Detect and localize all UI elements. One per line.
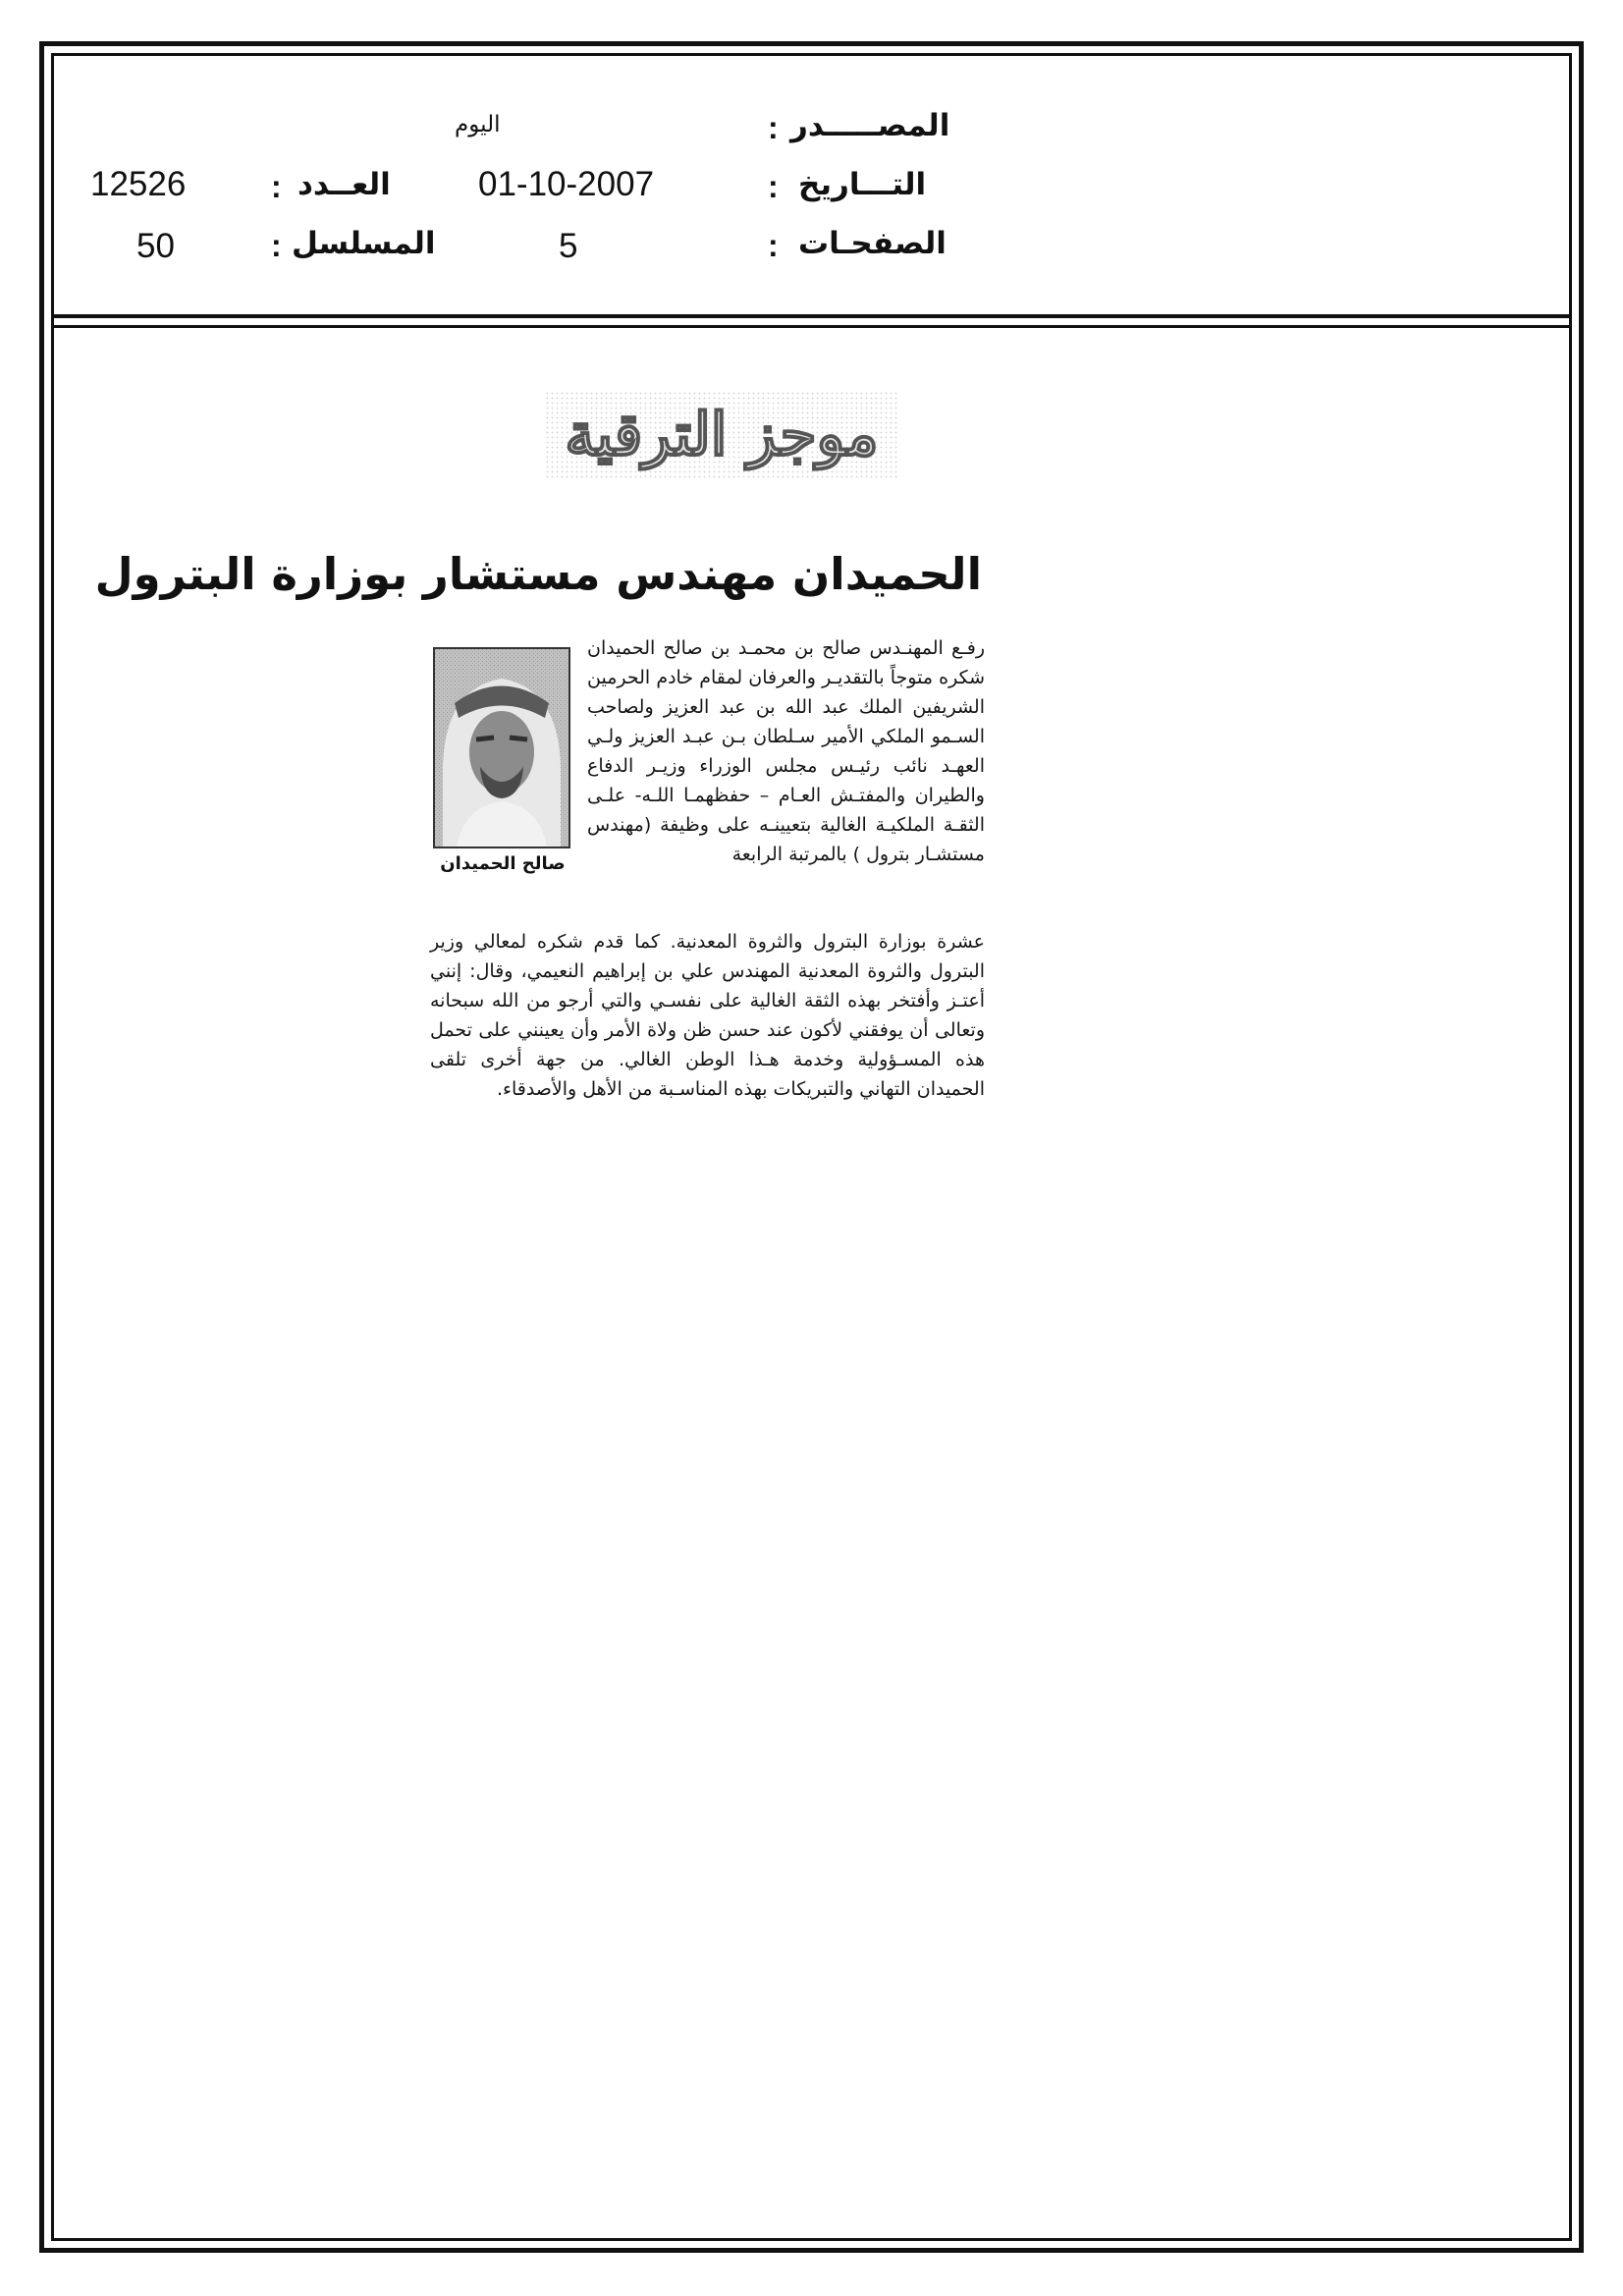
issue-label: العــدد	[298, 167, 391, 202]
article-body-part2: عشرة بوزارة البترول والثروة المعدنية. كما قدم شكره لمعالي وزير البترول والثروة المعدنية المهندس علي بن إبراهيم النعيمي، وقال: إنني أعتـز وأفتخر بهذه الثقة الغالية على نفسـي والتي أرجو من الله سبحانه وتعالى أن يوفقني لأكون عند حسن ظن ولاة الأمر وأن يعينني على تحمل هذه المسـؤولية وخدمة هـذا الوطن الغالي. من جهة أخرى تلقى الحميدان التهاني والتبريكات بهذه المناسـبة من الأهل والأصدقاء.	[430, 931, 985, 1100]
pages-value: 5	[559, 227, 578, 265]
pages-colon: :	[768, 228, 779, 263]
photo-caption: صالح الحميدان	[440, 853, 566, 874]
issue-value: 12526	[90, 165, 187, 203]
serial-label: المسلسل	[292, 226, 436, 261]
date-label: التـــاريخ	[798, 167, 927, 202]
header-divider	[51, 314, 1572, 328]
serial-colon: :	[271, 228, 282, 263]
issue-colon: :	[271, 169, 282, 204]
section-title: موجز الترقية	[545, 391, 898, 479]
source-value: اليوم	[455, 112, 501, 137]
source-colon: :	[768, 110, 779, 145]
author-photo	[433, 647, 570, 848]
date-value: 01-10-2007	[478, 165, 655, 203]
pages-label: الصفحـات	[798, 226, 947, 261]
article-body-part1: رفـع المهنـدس صالح بن محمـد بن صالح الحميدان شكره متوجاً بالتقديـر والعرفان لمقام خادم الحرمين الشريفين الملك عبد الله بن عبد العزيز ولصاحب السـمو الملكي الأمير سـلطان بـن عبـد العزيز ولـي العهـد نائب رئيـس مجلس الوزراء وزيـر الدفاع والطيران والمفتـش العـام – حفظهمـا اللـه- علـى الثقـة الملكيـة الغالية بتعيينـه على وظيفة (مهندس مستشـار بترول ) بالمرتبة الرابعة	[587, 637, 985, 865]
article-headline: الحميدان مهندس مستشار بوزارة البترول	[94, 548, 982, 600]
page-inner-border	[51, 53, 1572, 2241]
portrait-image	[435, 649, 568, 847]
source-label: المصـــــدر	[790, 108, 950, 143]
serial-value: 50	[136, 227, 175, 265]
date-colon: :	[768, 169, 779, 204]
